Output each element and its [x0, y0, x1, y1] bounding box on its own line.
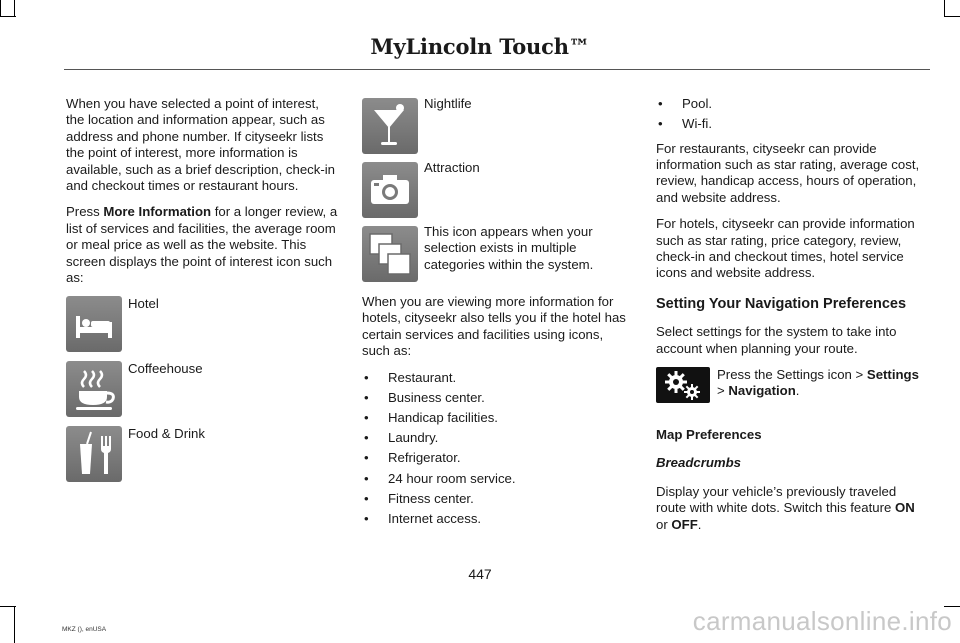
- poi-icon-row-hotel: [66, 296, 338, 361]
- poi-icon-row-food-drink: [66, 426, 338, 491]
- list-item: • 24 hour room service.: [362, 471, 634, 487]
- settings-instruction: Press the Settings icon > Settings > Navigation.: [717, 367, 919, 399]
- icon-label-multiple: This icon appears when your selection exists in multiple categories within the system.: [424, 224, 594, 272]
- breadcrumbs-heading: Breadcrumbs: [656, 455, 742, 471]
- services-list: [362, 370, 634, 528]
- restaurants-paragraph: For restaurants, cityseekr can provide information such as star rating, average cost, review, handicap access, hours of operation, and website address.: [656, 140, 920, 205]
- hotels-paragraph: For hotels, cityseekr can provide information such as star rating, price category, review, check-in and checkout times, hotel service icons and website address.: [656, 216, 915, 281]
- list-item: • Fitness center.: [362, 491, 634, 507]
- off-term: OFF: [671, 516, 698, 532]
- breadcrumbs-paragraph: Display your vehicle’s previously traveled route with white dots. Switch this feature ON or OFF.: [656, 483, 915, 532]
- gear-icon: [656, 367, 710, 403]
- crop-mark: [14, 0, 15, 16]
- watermark: carmanualsonline.info: [692, 606, 952, 636]
- subheading: Map Preferences: [656, 427, 762, 443]
- column-2: [362, 96, 634, 531]
- poi-icon-row-coffeehouse: [66, 361, 338, 426]
- more-information-term: More Information: [103, 204, 212, 220]
- crop-mark: [14, 606, 15, 643]
- icon-label-nightlife: Nightlife: [424, 96, 472, 111]
- crop-mark: [0, 0, 1, 16]
- bed-icon: [66, 296, 122, 352]
- settings-icon-row: [656, 367, 928, 417]
- list-item: • Restaurant.: [362, 370, 634, 386]
- list-item: • Internet access.: [362, 511, 634, 527]
- intro-paragraph: When you have selected a point of interest, the location and information appear, such as address and phone number. If cityseekr lists the point of interest, more information is available, such as a brief description, check-in and checkout times or restaurant hours.: [66, 96, 336, 194]
- icon-label-hotel: Hotel: [128, 296, 159, 312]
- services-list-continued: [656, 96, 928, 133]
- crop-mark: [0, 606, 16, 607]
- food-drink-icon: [66, 426, 122, 482]
- section-heading: Setting Your Navigation Preferences: [656, 295, 907, 312]
- navigation-term: Navigation: [728, 383, 796, 399]
- crop-mark: [944, 16, 960, 17]
- cocktail-glass-icon: [362, 98, 418, 154]
- icon-label-coffeehouse: Coffeehouse: [128, 361, 203, 377]
- camera-icon: [362, 162, 418, 218]
- poi-icon-row-multiple: [362, 224, 634, 294]
- icon-label-food-drink: Food & Drink: [128, 426, 205, 442]
- column-3: [656, 96, 928, 543]
- list-item: • Handicap facilities.: [362, 410, 634, 426]
- settings-term: Settings: [866, 367, 919, 383]
- crop-mark: [0, 16, 16, 17]
- page-title: MyLincoln Touch™: [370, 34, 590, 59]
- crop-mark: [944, 0, 945, 16]
- list-item: • Laundry.: [362, 430, 634, 446]
- on-term: ON: [894, 500, 915, 516]
- poi-icon-row-nightlife: [362, 96, 634, 160]
- column-1: [66, 96, 338, 491]
- coffee-cup-icon: [66, 361, 122, 417]
- icon-label-attraction: Attraction: [424, 160, 480, 175]
- poi-icon-row-attraction: [362, 160, 634, 224]
- list-item: • Pool.: [656, 96, 928, 112]
- list-item: • Business center.: [362, 390, 634, 406]
- multiple-categories-icon: [362, 226, 418, 282]
- services-paragraph: When you are viewing more information for hotels, cityseekr also tells you if the hotel has certain services and facilities using icons, such as:: [362, 294, 626, 359]
- page-number: 447: [468, 566, 492, 582]
- header-rule: [64, 69, 930, 70]
- settings-intro-paragraph: Select settings for the system to take into account when planning your route.: [656, 324, 897, 356]
- list-item: • Refrigerator.: [362, 450, 634, 466]
- list-item: • Wi-fi.: [656, 116, 928, 132]
- document-id: MKZ (), enUSA: [62, 626, 107, 633]
- more-info-paragraph: Press More Information for a longer review, a list of services and facilities, the average room or meal price as well as the website. This screen displays the point of interest icon such as:: [66, 204, 338, 286]
